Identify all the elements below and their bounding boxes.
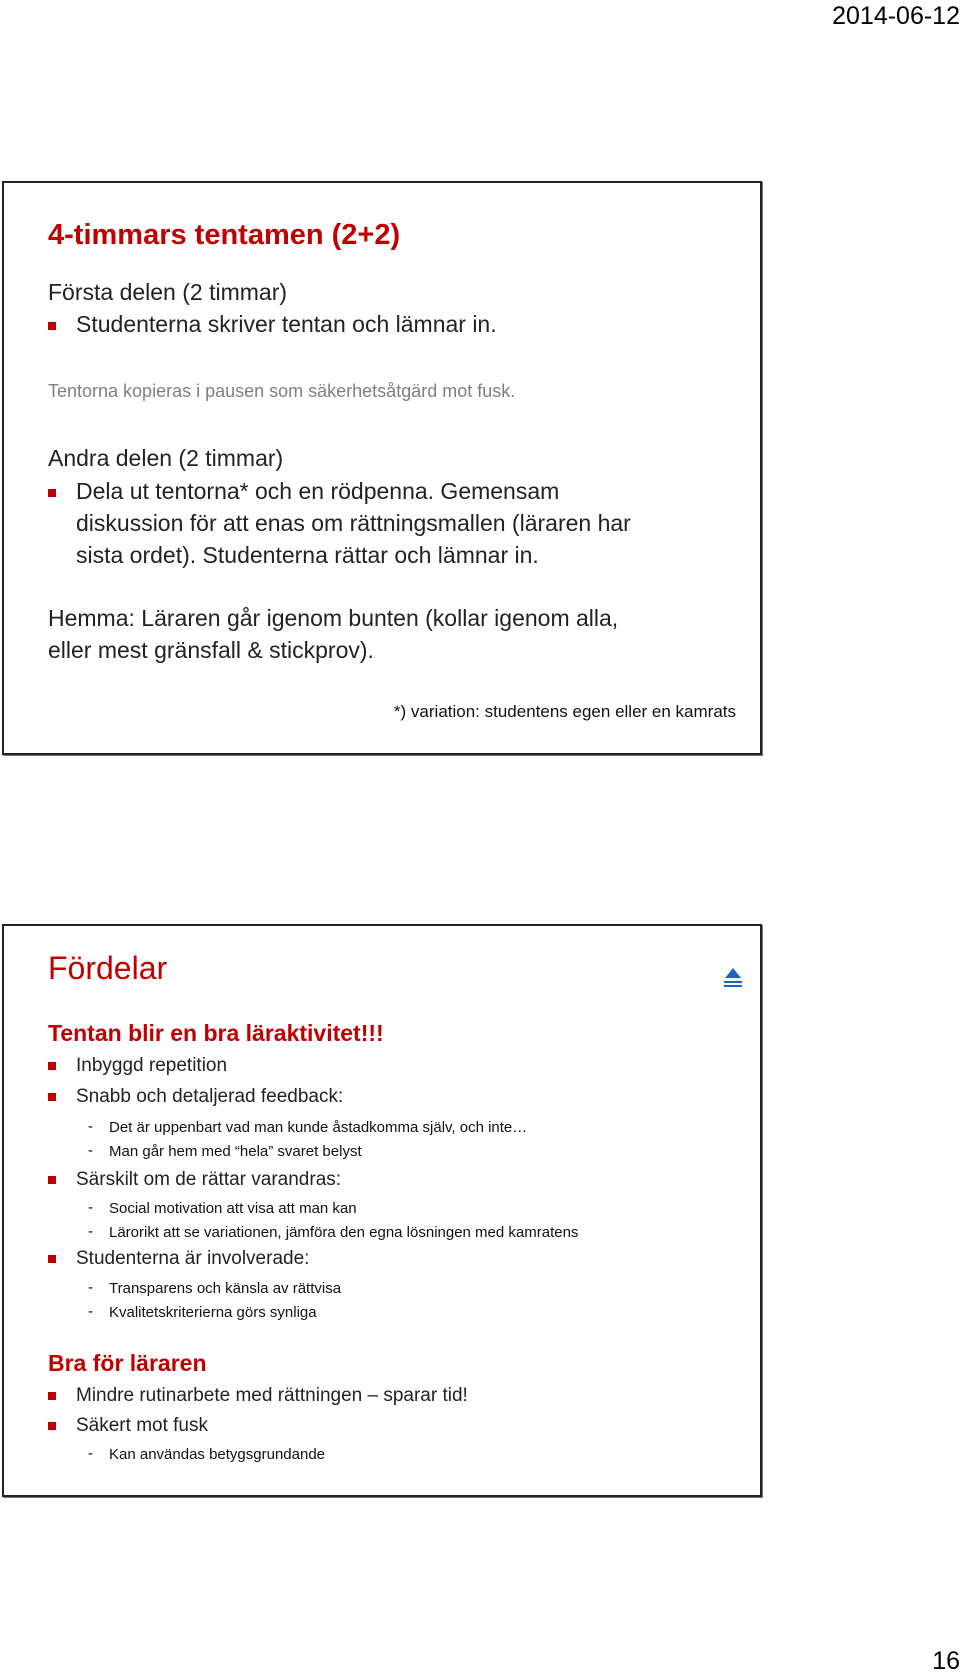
bullet-icon	[48, 1093, 56, 1101]
dash-bullet-icon: -	[88, 1118, 93, 1135]
bullet-icon	[48, 322, 56, 330]
section-title-1: Tentan blir en bra läraktivitet!!!	[48, 1020, 384, 1046]
sub-list-item: Det är uppenbart vad man kunde åstadkomma själv, och inte…	[109, 1119, 528, 1136]
sub-list-item: Kan användas betygsgrundande	[109, 1446, 326, 1463]
slide-2-title: Fördelar	[48, 950, 168, 986]
part2-bullet-line-2: diskussion för att enas om rättningsmallen (läraren har	[76, 510, 631, 536]
sub-list-item: Transparens och känsla av rättvisa	[109, 1280, 342, 1297]
bullet-icon	[48, 1255, 56, 1263]
bullet-icon	[48, 1062, 56, 1070]
part1-heading: Första delen (2 timmar)	[48, 279, 288, 305]
security-note: Tentorna kopieras i pausen som säkerhetsåtgärd mot fusk.	[48, 381, 516, 401]
bullet-icon	[48, 1392, 56, 1400]
dash-bullet-icon: -	[88, 1223, 93, 1240]
bullet-icon	[48, 1422, 56, 1430]
slide-1	[2, 181, 762, 755]
dash-bullet-icon: -	[88, 1199, 93, 1216]
part2-bullet-line-1: Dela ut tentorna* och en rödpenna. Gemensam	[76, 478, 560, 504]
list-item: Snabb och detaljerad feedback:	[76, 1086, 344, 1107]
sub-list-item: Social motivation att visa att man kan	[109, 1200, 357, 1217]
page-number: 16	[932, 1647, 960, 1675]
part2-bullet-line-3: sista ordet). Studenterna rättar och lämnar in.	[76, 542, 539, 568]
list-item: Inbyggd repetition	[76, 1055, 228, 1076]
part2-heading: Andra delen (2 timmar)	[48, 445, 284, 471]
sub-list-item: Kvalitetskriterierna görs synliga	[109, 1304, 317, 1321]
list-item: Särskilt om de rättar varandras:	[76, 1169, 342, 1190]
section-title-2: Bra för läraren	[48, 1350, 207, 1376]
part1-bullet: Studenterna skriver tentan och lämnar in.	[76, 311, 497, 337]
sub-list-item: Lärorikt att se variationen, jämföra den egna lösningen med kamratens	[109, 1224, 579, 1241]
home-line-1: Hemma: Läraren går igenom bunten (kollar igenom alla,	[48, 605, 619, 631]
dash-bullet-icon: -	[88, 1303, 93, 1320]
dash-bullet-icon: -	[88, 1279, 93, 1296]
list-item: Säkert mot fusk	[76, 1415, 208, 1436]
bullet-icon	[48, 1176, 56, 1184]
slide-2	[2, 924, 762, 1497]
home-line-2: eller mest gränsfall & stickprov).	[48, 637, 374, 663]
list-item: Mindre rutinarbete med rättningen – sparar tid!	[76, 1385, 468, 1406]
dash-bullet-icon: -	[88, 1445, 93, 1462]
bullet-icon	[48, 489, 56, 497]
slide-1-title: 4-timmars tentamen (2+2)	[48, 219, 401, 251]
list-item: Studenterna är involverade:	[76, 1248, 310, 1269]
sub-list-item: Man går hem med “hela” svaret belyst	[109, 1143, 362, 1160]
header-date: 2014-06-12	[832, 2, 960, 30]
footnote: *) variation: studentens egen eller en kamrats	[393, 702, 736, 721]
eject-icon[interactable]	[724, 968, 742, 987]
dash-bullet-icon: -	[88, 1142, 93, 1159]
